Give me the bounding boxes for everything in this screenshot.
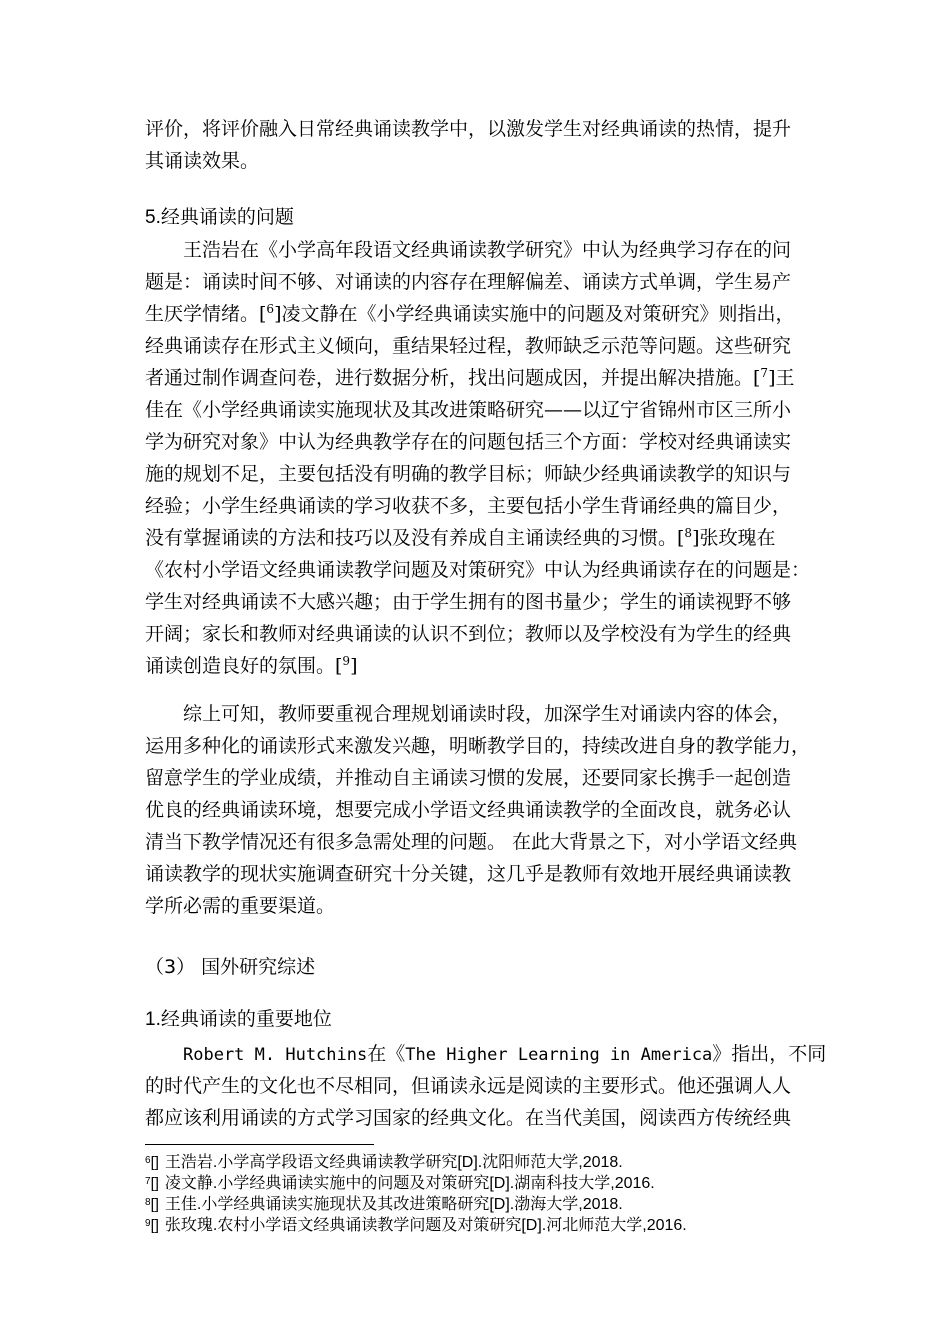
text-line: 经验；小学生经典诵读的学习收获不多，主要包括小学生背诵经典的篇目少， — [145, 495, 792, 517]
text-line: 的时代产生的文化也不尽相同，但诵读永远是阅读的主要形式。他还强调人人 — [145, 1075, 792, 1097]
footnote-separator — [145, 1144, 374, 1145]
footnote-box: [] — [150, 1196, 159, 1213]
heading-number: 5. — [145, 207, 161, 228]
footnote-text: 王佳.小学经典诵读实施现状及其改进策略研究[D].渤海大学,2018. — [164, 1196, 623, 1213]
text-run: ]王 — [768, 367, 795, 389]
footnote-mark: 9 — [145, 1218, 151, 1229]
footnote-box: [] — [150, 1175, 159, 1192]
citation-ref[interactable]: 8 — [684, 526, 693, 540]
text-run: 者通过制作调查问卷，进行数据分析，找出问题成因，并提出解决措施。[ — [145, 367, 761, 389]
text-line: 学为研究对象》中认为经典教学存在的问题包括三个方面：学校对经典诵读实 — [145, 431, 792, 453]
footnotes — [145, 1150, 845, 1234]
text-line: 诵读教学的现状实施调查研究十分关键，这几乎是教师有效地开展经典诵读教 — [145, 863, 792, 885]
footnote-item — [145, 1171, 845, 1192]
citation-ref[interactable]: 9 — [342, 654, 351, 668]
heading-text: 国外研究综述 — [201, 956, 316, 978]
text-run: 诵读创造良好的氛围。[ — [145, 655, 343, 677]
text-run: 没有掌握诵读的方法和技巧以及没有养成自主诵读经典的习惯。[ — [145, 527, 685, 549]
footnote-text: 凌文静.小学经典诵读实施中的问题及对策研究[D].湖南科技大学,2016. — [164, 1175, 655, 1192]
section1-paragraph — [145, 1038, 827, 1134]
text-line: 学所必需的重要渠道。 — [145, 895, 336, 917]
text-run: 在《 — [367, 1043, 406, 1065]
citation-ref[interactable]: 6 — [266, 302, 275, 316]
text-run: 》指出，不同 — [712, 1043, 827, 1065]
section5-paragraph-1 — [145, 234, 811, 682]
footnote-text: 张玫瑰.农村小学语文经典诵读教学问题及对策研究[D].河北师范大学,2016. — [164, 1217, 687, 1234]
text-line — [145, 1038, 827, 1070]
intro-paragraph — [145, 113, 805, 177]
text-line: 题是：诵读时间不够、对诵读的内容存在理解偏差、诵读方式单调，学生易产 — [145, 271, 792, 293]
footnote-item — [145, 1150, 845, 1171]
text-line: 施的规划不足，主要包括没有明确的教学目标；师缺少经典诵读教学的知识与 — [145, 463, 792, 485]
text-line: 开阔；家长和教师对经典诵读的认识不到位；教师以及学校没有为学生的经典 — [145, 623, 792, 645]
text-line: 综上可知，教师要重视合理规划诵读时段，加深学生对诵读内容的体会， — [183, 703, 792, 725]
footnote-box: [] — [150, 1217, 159, 1234]
text-line: 留意学生的学业成绩，并推动自主诵读习惯的发展，还要同家长携手一起创造 — [145, 767, 792, 789]
heading-number: 1. — [145, 1009, 161, 1030]
book-title: The Higher Learning in America — [405, 1045, 713, 1065]
author-name: Robert M. Hutchins — [183, 1045, 368, 1065]
text-line: 运用多种化的诵读形式来激发兴趣，明晰教学目的，持续改进自身的教学能力， — [145, 735, 811, 757]
heading-text: 经典诵读的重要地位 — [160, 1008, 332, 1030]
footnote-box: [] — [150, 1154, 159, 1171]
text-run: ]张玫瑰在 — [692, 527, 776, 549]
text-line: 清当下教学情况还有很多急需处理的问题。 在此大背景之下，对小学语文经典 — [145, 831, 798, 853]
text-line: 都应该利用诵读的方式学习国家的经典文化。在当代美国，阅读西方传统经典 — [145, 1107, 792, 1129]
text-line: 其诵读效果。 — [145, 150, 260, 172]
footnote-item — [145, 1192, 845, 1213]
text-run: 生厌学情绪。[ — [145, 303, 267, 325]
text-line: 学生对经典诵读不大感兴趣；由于学生拥有的图书量少；学生的诵读视野不够 — [145, 591, 792, 613]
text-run: ] — [350, 655, 358, 677]
footnote-text: 王浩岩.小学高学段语文经典诵读教学研究[D].沈阳师范大学,2018. — [164, 1154, 623, 1171]
text-line: 评价，将评价融入日常经典诵读教学中，以激发学生对经典诵读的热情，提升 — [145, 118, 792, 140]
text-line: 优良的经典诵读环境，想要完成小学语文经典诵读教学的全面改良，就务必认 — [145, 799, 792, 821]
section-heading-3 — [145, 951, 315, 983]
heading-text: 经典诵读的问题 — [160, 206, 294, 228]
text-line — [145, 298, 805, 330]
footnote-mark: 8 — [145, 1197, 151, 1208]
text-line: 《农村小学语文经典诵读教学问题及对策研究》中认为经典诵读存在的问题是： — [145, 559, 811, 581]
heading-number: （3） — [145, 956, 196, 978]
text-line: 王浩岩在《小学高年段语文经典诵读教学研究》中认为经典学习存在的问 — [183, 239, 792, 261]
text-line — [145, 650, 805, 682]
footnote-mark: 6 — [145, 1155, 151, 1166]
section-heading-1 — [145, 1003, 332, 1036]
citation-ref[interactable]: 7 — [760, 366, 769, 380]
text-line — [145, 522, 805, 554]
text-line: 经典诵读存在形式主义倾向，重结果轻过程，教师缺乏示范等问题。这些研究 — [145, 335, 792, 357]
footnote-mark: 7 — [145, 1176, 151, 1187]
section5-paragraph-2 — [145, 698, 811, 922]
text-line — [145, 362, 805, 394]
footnote-item — [145, 1213, 845, 1234]
text-line: 佳在《小学经典诵读实施现状及其改进策略研究——以辽宁省锦州市区三所小 — [145, 399, 792, 421]
text-run: ]凌文静在《小学经典诵读实施中的问题及对策研究》则指出， — [274, 303, 795, 325]
section-heading-5 — [145, 201, 294, 234]
